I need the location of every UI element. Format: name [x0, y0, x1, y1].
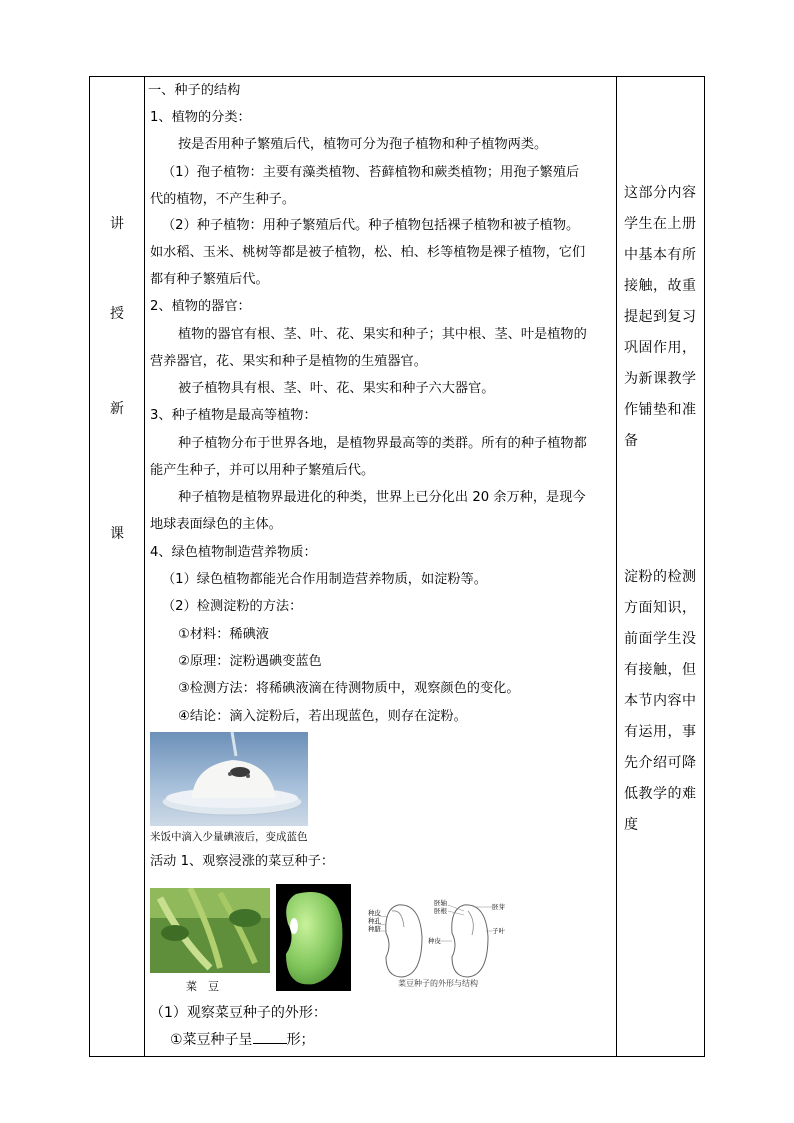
paragraph-line: 地球表面绿色的主体。: [150, 517, 282, 532]
paragraph-line: 种子植物是植物界最进化的种类，世界上已分化出 20 余万种，是现今: [178, 490, 586, 505]
label-zhongpi: 种皮: [368, 909, 381, 917]
paragraph-line: 营养器官，花、果实和种子是植物的生殖器官。: [150, 354, 427, 369]
column-divider-left: [144, 77, 145, 1056]
side-label-char: 课: [110, 526, 124, 542]
answer-blank[interactable]: [253, 1031, 287, 1044]
paragraph-line: ①材料：稀碘液: [178, 627, 269, 642]
side-label-char: 讲: [110, 216, 124, 232]
paragraph-line: （2）种子植物：用种子繁殖后代。种子植物包括裸子植物和被子植物。: [162, 218, 580, 233]
label-peigen: 胚根: [434, 907, 447, 915]
paragraph-line: ②原理：淀粉遇碘变蓝色: [178, 654, 322, 669]
subheading: 3、种子植物是最高等植物：: [150, 408, 317, 423]
section-heading: 一、种子的结构: [148, 83, 241, 98]
side-label-char: 授: [110, 306, 124, 322]
label-peizhou: 胚轴: [434, 899, 447, 907]
paragraph-line: 代的植物，不产生种子。: [150, 192, 296, 207]
subheading: 1、植物的分类：: [150, 110, 251, 125]
bean-structure-diagram: [368, 897, 508, 987]
fill-in-question: [170, 1029, 315, 1049]
question-suffix: 形；: [286, 1032, 315, 1048]
rice-photo-caption: 米饭中滴入少量碘液后，变成蓝色: [150, 831, 308, 843]
bean-photo-caption: 菜 豆: [186, 980, 219, 993]
paragraph-line: ④结论：滴入淀粉后，若出现蓝色，则存在淀粉。: [178, 709, 467, 724]
rice-iodine-illustration: [150, 732, 308, 826]
lesson-table: [89, 76, 705, 1057]
paragraph-line: 按是否用种子繁殖后代，植物可分为孢子植物和种子植物两类。: [178, 137, 548, 152]
bean-seed-illustration: [276, 884, 351, 991]
teaching-note-starch: 淀粉的检测方面知识，前面学生没有接触，但本节内容中有运用，事先介绍可降低教学的难度: [624, 569, 697, 833]
bean-seed-photo: [276, 884, 351, 991]
paragraph-line: 被子植物具有根、茎、叶、花、果实和种子六大器官。: [178, 381, 495, 396]
paragraph-line: 植物的器官有根、茎、叶、花、果实和种子；其中根、茎、叶是植物的: [178, 327, 587, 342]
rice-iodine-photo: [150, 732, 308, 826]
paragraph-line: 如水稻、玉米、桃树等都是被子植物，松、柏、杉等植物是裸子植物，它们: [150, 245, 586, 260]
activity-heading: 活动 1、观察浸涨的菜豆种子：: [150, 854, 335, 869]
paragraph-line: 能产生种子，并可以用种子繁殖后代。: [150, 463, 375, 478]
label-zhongpi-right: 种皮: [428, 937, 441, 945]
label-zhongqi: 种脐: [368, 925, 381, 933]
paragraph-line: （1）观察菜豆种子的外形：: [150, 1005, 327, 1021]
paragraph-line: 种子植物分布于世界各地，是植物界最高等的类群。所有的种子植物都: [178, 436, 587, 451]
side-label-char: 新: [110, 401, 124, 417]
paragraph-line: （1）绿色植物都能光合作用制造营养物质，如淀粉等。: [162, 572, 487, 587]
question-text: ①菜豆种子呈: [170, 1032, 253, 1048]
subheading: 4、绿色植物制造营养物质：: [150, 545, 317, 560]
label-ziye: 子叶: [492, 927, 505, 935]
paragraph-line: 都有种子繁殖后代。: [150, 272, 269, 287]
paragraph-line: （2）检测淀粉的方法：: [162, 599, 303, 614]
column-divider-right: [616, 77, 617, 1056]
subheading: 2、植物的器官：: [150, 299, 251, 314]
teaching-note-review: 这部分内容学生在上册中基本有所接触，故重提起到复习巩固作用，为新课教学作铺垫和准备: [624, 185, 697, 449]
notes-column: [618, 77, 704, 1056]
paragraph-line: ③检测方法：将稀碘液滴在待测物质中，观察颜色的变化。: [178, 681, 520, 696]
label-peiya: 胚芽: [492, 903, 505, 911]
diagram-caption: 菜豆种子的外形与结构: [398, 979, 478, 988]
label-zhongkong: 种孔: [368, 917, 381, 925]
side-label-column: [90, 77, 144, 1056]
paragraph-line: （1）孢子植物：主要有藻类植物、苔藓植物和蕨类植物；用孢子繁殖后: [162, 165, 580, 180]
bean-plant-photo: [150, 888, 270, 973]
bean-pods-illustration: [150, 888, 270, 973]
